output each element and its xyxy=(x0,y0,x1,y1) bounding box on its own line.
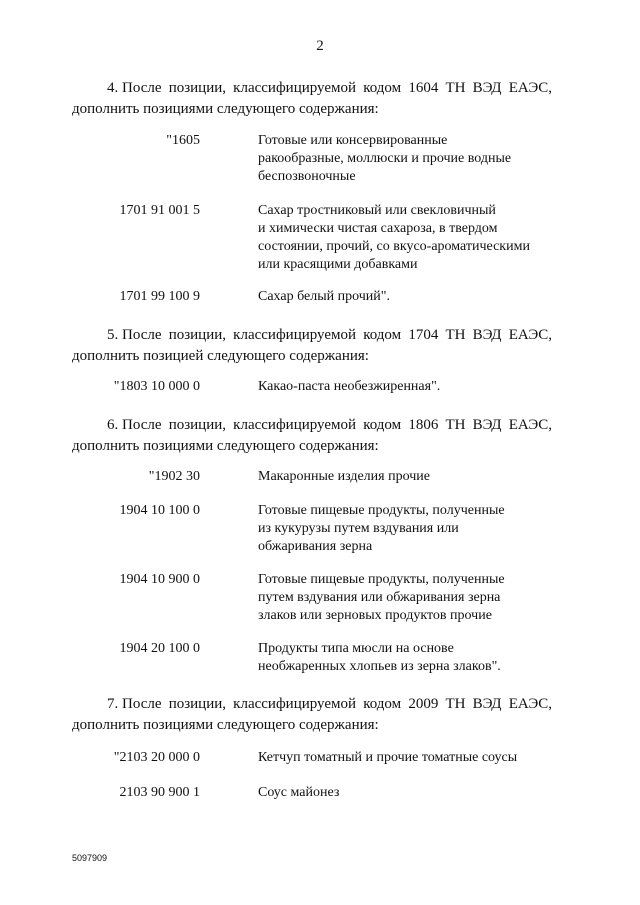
word: кодом xyxy=(363,327,402,343)
tariff-description: Готовые пищевые продукты, полученные из кукурузы путем вздувания или обжаривания зерна xyxy=(258,503,505,554)
tariff-code: 2103 90 900 1 xyxy=(119,785,200,800)
paragraph-line xyxy=(72,78,552,99)
paragraph-line: дополнить позицией следующего содержания: xyxy=(72,348,369,364)
tariff-code: 1904 20 100 0 xyxy=(119,641,200,656)
word: ЕАЭС, xyxy=(508,80,552,96)
word: классифицируемой xyxy=(233,696,357,712)
paragraph-line: дополнить позициями следующего содержания: xyxy=(72,717,379,733)
word: 6. После xyxy=(107,417,162,433)
tariff-code: "1902 30 xyxy=(148,469,200,484)
word: 4. После xyxy=(107,80,162,96)
word: ВЭД xyxy=(472,80,502,96)
tariff-code: "2103 20 000 0 xyxy=(113,750,200,765)
word: классифицируемой xyxy=(233,417,357,433)
paragraph-line: дополнить позициями следующего содержания: xyxy=(72,438,379,454)
tariff-description: Какао-паста необезжиренная". xyxy=(258,379,441,394)
word: ТН xyxy=(445,417,466,433)
document-id: 5097909 xyxy=(72,853,108,863)
word: 1604 xyxy=(408,80,439,96)
word: ВЭД xyxy=(472,696,502,712)
tariff-description: Сахар тростниковый или свекловичный и химически чистая сахароза, в твердом состоянии, прочий, со вкусо-ароматическими или красящими добавками xyxy=(258,203,530,272)
word: классифицируемой xyxy=(233,80,357,96)
tariff-description: Кетчуп томатный и прочие томатные соусы xyxy=(258,750,518,765)
page-number: 2 xyxy=(316,38,324,54)
tariff-code: 1701 91 001 5 xyxy=(119,203,200,218)
tariff-description: Сахар белый прочий". xyxy=(258,289,390,304)
word: ТН xyxy=(445,696,466,712)
word: ТН xyxy=(445,327,466,343)
word: 7. После xyxy=(107,696,162,712)
word: 1704 xyxy=(408,327,439,343)
tariff-description: Продукты типа мюсли на основе необжаренных хлопьев из зерна злаков". xyxy=(258,641,501,674)
paragraph-5 xyxy=(72,325,552,367)
paragraph-line xyxy=(72,415,552,436)
paragraph-line xyxy=(72,694,552,715)
word: ВЭД xyxy=(472,417,502,433)
tariff-code: 1904 10 100 0 xyxy=(119,503,200,518)
word: кодом xyxy=(363,417,402,433)
tariff-code: "1605 xyxy=(166,133,200,148)
paragraph-7 xyxy=(72,694,552,736)
word: позиции, xyxy=(168,80,226,96)
word: классифицируемой xyxy=(233,327,357,343)
tariff-code: 1701 99 100 9 xyxy=(119,289,200,304)
word: позиции, xyxy=(168,417,226,433)
paragraph-6 xyxy=(72,415,552,457)
word: позиции, xyxy=(168,327,226,343)
word: ВЭД xyxy=(472,327,502,343)
word: позиции, xyxy=(168,696,226,712)
word: 2009 xyxy=(408,696,439,712)
tariff-code: "1803 10 000 0 xyxy=(113,379,200,394)
tariff-description: Готовые пищевые продукты, полученные путем вздувания или обжаривания зерна злаков или зерновых продуктов прочие xyxy=(258,572,505,623)
word: ЕАЭС, xyxy=(508,327,552,343)
word: ЕАЭС, xyxy=(508,696,552,712)
word: ТН xyxy=(445,80,466,96)
tariff-description: Макаронные изделия прочие xyxy=(258,469,430,484)
word: 1806 xyxy=(408,417,439,433)
tariff-description: Готовые или консервированные ракообразные, моллюски и прочие водные беспозвоночные xyxy=(258,133,512,184)
word: ЕАЭС, xyxy=(508,417,552,433)
word: кодом xyxy=(363,80,402,96)
word: 5. После xyxy=(107,327,162,343)
tariff-description: Соус майонез xyxy=(258,785,340,800)
tariff-code: 1904 10 900 0 xyxy=(119,572,200,587)
paragraph-4 xyxy=(72,78,552,120)
word: кодом xyxy=(363,696,402,712)
paragraph-line: дополнить позициями следующего содержания: xyxy=(72,101,379,117)
paragraph-line xyxy=(72,325,552,346)
